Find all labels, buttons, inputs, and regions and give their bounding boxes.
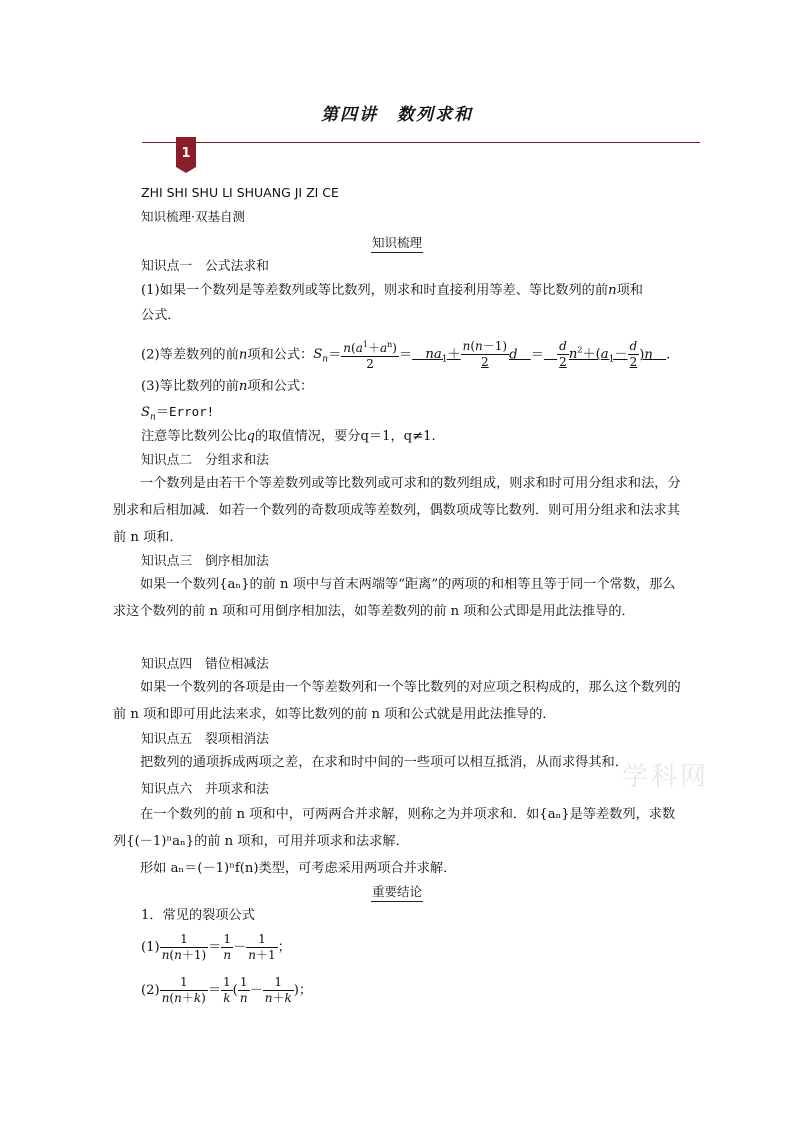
kp1-note-a: 注意等比数列公比 [141,429,247,444]
kp1-sn-line: $S_n=Error$! [141,404,215,423]
kp1-p3-suffix: 项和公式： [247,379,314,394]
watermark: 学科网 [622,762,710,792]
section-divider [142,142,700,143]
kp1-p2-formula: (2)等差数列的前n项和公式：$S_n=$ $\frac{n(a^1+a^n)}{2}$ ＝ $na_1+$ $\frac{n(n-1)}{2}$ d ＝ $\frac{d}{2}$ $n^2+(a_1-$ $\frac{d}{2}$ )n . [141,339,671,372]
kp6-title: 知识点六 并项求和法 [141,782,269,797]
badge-number: 1 [181,146,191,161]
kp6-text2: 形如 aₙ＝(－1)ⁿf(n)类型，可考虑采用两项合并求解． [140,861,457,876]
knowledge-heading-label: 知识梳理 [371,234,423,253]
kp2-text: 一个数列是由若干个等差数列或等比数列或可求和的数列组成，则求和时可用分组求和法，分别求和后相加减．如若一个数列的奇数项成等差数列，偶数项成等比数列．则可用分组求和法求其前 n 项和． [113,476,681,545]
page-title: 第四讲 数列求和 [321,105,473,125]
sn-fraction-3: $\frac{d}{2}$ [559,339,567,370]
knowledge-heading [0,234,794,253]
kp1-p1-cont: 公式． [141,308,181,323]
split-formula-2: (2) $\frac{1}{n(n+k)}$ ＝ $\frac{1}{k}$ ( $\frac{1}{n}$ － $\frac{1}{n+k}$ )； [141,975,313,1005]
kp1-p2-prefix: (2)等差数列的前 [141,347,239,363]
kp5-title: 知识点五 裂项相消法 [141,732,269,747]
conclusions-heading [0,883,794,902]
kp1-p1-n: n [608,283,617,298]
split1-term-a: $\frac{1}{n}$ [223,932,232,962]
sn-fraction-1: $\frac{n(a^1+a^n)}{2}$ [341,337,399,372]
split-formula-1: (1) $\frac{1}{n(n+1)}$ ＝ $\frac{1}{n}$ － $\frac{1}{n+1}$ ； [141,932,291,962]
conclusion-item-1: 1．常见的裂项公式 [141,908,255,923]
kp1-note: 注意等比数列公比q的取值情况，要分q＝1，q≠1. [141,429,436,444]
sn-fraction-4: $\frac{d}{2}$ [629,339,638,370]
split2-term-a: $\frac{1}{n}$ [239,975,248,1005]
section-subtitle: 知识梳理·双基自测 [141,209,245,224]
section-badge [176,137,196,173]
kp6-text: 在一个数列的前 n 项和中，可两两合并求解，则称之为并项求和．如{aₙ}是等差数列，求数列{(－1)ⁿaₙ}的前 n 项和，可用并项求和法求解． [113,807,676,849]
kp1-title: 知识点一 公式法求和 [141,259,269,274]
split2-coef: $\frac{1}{k}$ [223,975,231,1005]
split1-term-b: $\frac{1}{n+1}$ [248,932,276,962]
kp1-note-b: 的取值情况，要分 [254,429,361,444]
kp4-title: 知识点四 错位相减法 [141,657,269,672]
kp3-text: 如果一个数列{aₙ}的前 n 项中与首末两端等“距离”的两项的和相等且等于同一个常数，那么求这个数列的前 n 项和可用倒序相加法，如等差数列的前 n 项和公式即是用此法推导的． [113,577,676,619]
kp1-p1-text: (1)如果一个数列是等差数列或等比数列，则求和时直接利用等差、等比数列的前 [141,283,609,298]
kp1-note-c: q＝1，q≠1. [360,429,436,444]
kp3-title: 知识点三 倒序相加法 [141,554,269,569]
split2-term-b: $\frac{1}{n+k}$ [264,975,292,1005]
split2-lhs: $\frac{1}{n(n+k)}$ [161,975,206,1005]
split1-lhs: $\frac{1}{n(n+1)}$ [161,932,207,962]
kp1-p1-tail: 项和 [616,283,643,298]
sn-error-text: Error! [169,404,215,419]
conclusions-heading-label: 重要结论 [371,883,423,902]
kp1-p3-prefix: (3)等比数列的前 [141,379,239,394]
section-pinyin: ZHI SHI SHU LI SHUANG JI ZI CE [141,185,339,200]
kp5-text: 把数列的通项拆成两项之差，在求和时中间的一些项可以相互抵消，从而求得其和． [140,755,628,770]
sn-fraction-2: $\frac{n(n-1)}{2}$ [462,339,508,370]
kp2-title: 知识点二 分组求和法 [141,453,269,468]
kp1-p2-suffix: 项和公式： [247,347,314,363]
kp1-p3: (3)等比数列的前n项和公式： [141,379,314,394]
kp1-p1 [141,282,643,300]
kp4-text: 如果一个数列的各项是由一个等差数列和一个等比数列的对应项之积构成的，那么这个数列的前 n 项和即可用此法来求，如等比数列的前 n 项和公式就是用此法推导的． [113,680,681,722]
